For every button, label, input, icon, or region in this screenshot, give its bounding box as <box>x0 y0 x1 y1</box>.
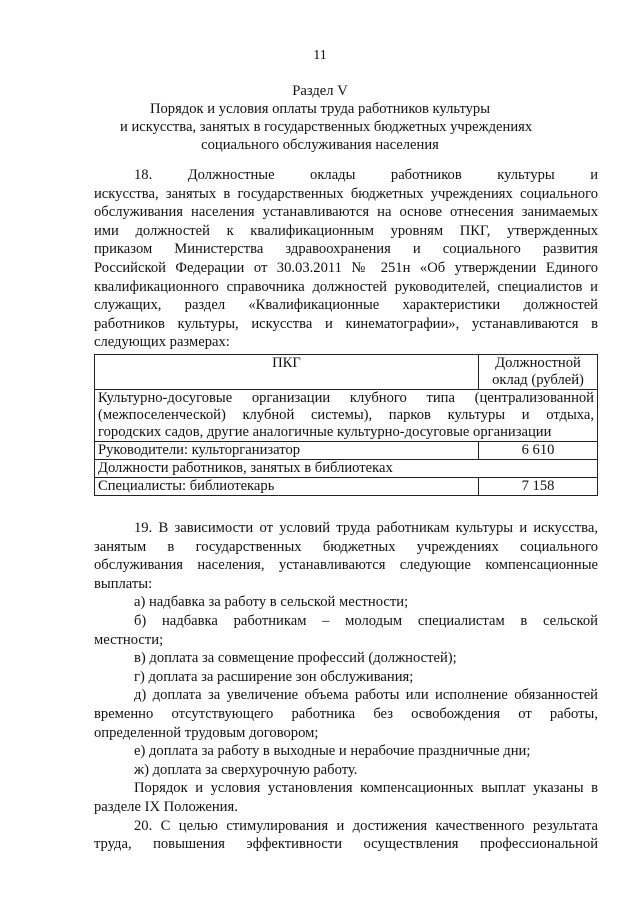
salary-table <box>94 354 598 496</box>
list-item-zh: ж) доплата за сверхурочную работу. <box>134 761 358 778</box>
paragraph-18-line: обслуживания населения устанавливаются на основе отнесения занимаемых <box>94 204 598 221</box>
table-header-salary: Должностной оклад (рублей) <box>479 355 598 390</box>
list-item-g: г) доплата за расширение зон обслуживания; <box>134 668 414 685</box>
paragraph-19 <box>94 519 598 854</box>
list-item-b-cont: местности; <box>94 631 164 648</box>
table-row <box>95 478 598 496</box>
order-paragraph-cont: разделе IX Положения. <box>94 798 238 815</box>
list-item-d-cont: временно отсутствующего работника без освобождения от работы, <box>94 705 598 722</box>
list-item-e: е) доплата за работу в выходные и нерабочие праздничные дни; <box>134 743 531 760</box>
table-cell-position: Специалисты: библиотекарь <box>95 478 479 496</box>
order-paragraph: Порядок и условия установления компенсационных выплат указаны в <box>134 780 598 797</box>
table-header-pkg: ПКГ <box>95 355 479 390</box>
table-header-row <box>95 355 598 390</box>
paragraph-18-line: служащих, раздел «Квалификационные характеристики должностей <box>94 297 598 314</box>
paragraph-18-line: искусства, занятых в государственных бюджетных учреждениях социального <box>94 185 598 202</box>
paragraph-19-line: выплаты: <box>94 575 153 592</box>
table-group-culture: Культурно-досуговые организации клубного типа (централизованной (межпоселенческой) клубной системы), парков культуры и отдыха, городских садов, другие аналогичные культурно-досуговые организации <box>95 390 598 442</box>
table-cell-position: Руководители: культорганизатор <box>95 442 479 460</box>
paragraph-19-line: обслуживания населения, устанавливаются следующие компенсационные <box>94 557 598 574</box>
section-subtitle-line-2: и искусства, занятых в государственных бюджетных учреждениях <box>120 119 533 135</box>
table-row <box>95 442 598 460</box>
list-item-d: д) доплата за увеличение объема работы или исполнение обязанностей <box>134 687 598 704</box>
paragraph-18-line: 18. Должностные оклады работников культуры и <box>134 167 598 183</box>
list-item-v: в) доплата за совмещение профессий (должностей); <box>134 650 457 667</box>
list-item-d-cont: определенной трудовым договором; <box>94 724 319 741</box>
table-group-library: Должности работников, занятых в библиотеках <box>95 460 598 478</box>
paragraph-18-line: ими должностей к квалификационным уровням ПКГ, утвержденных <box>94 222 598 239</box>
paragraph-18-line: приказом Министерства здравоохранения и социального развития <box>94 241 598 258</box>
page-number: 11 <box>313 48 327 63</box>
paragraph-18-line: квалификационного справочника должностей руководителей, специалистов и <box>94 278 598 295</box>
list-item-b: б) надбавка работникам – молодым специалистам в сельской <box>134 612 598 629</box>
paragraph-18-line: Российской Федерации от 30.03.2011 № 251н «Об утверждении Единого <box>94 259 598 276</box>
paragraph-18-line: следующих размерах: <box>94 334 230 351</box>
paragraph-18 <box>94 166 598 352</box>
table-cell-salary: 7 158 <box>479 478 598 496</box>
table-cell-salary: 6 610 <box>479 442 598 460</box>
section-subtitle-line-3: социального обслуживания населения <box>201 137 439 153</box>
paragraph-19-line: занятым в государственных бюджетных учреждениях социального <box>94 538 598 555</box>
section-title: Раздел V <box>292 83 348 99</box>
table-group-row <box>95 390 598 442</box>
paragraph-20-cont: труда, повышения эффективности осуществления профессиональной <box>94 836 598 853</box>
section-subtitle-line-1: Порядок и условия оплаты труда работников культуры <box>149 101 491 117</box>
table-group-row <box>95 460 598 478</box>
paragraph-20: 20. С целью стимулирования и достижения качественного результата <box>134 817 598 834</box>
paragraph-18-line: работников культуры, искусства и кинематографии», устанавливаются в <box>94 315 598 332</box>
paragraph-19-line: 19. В зависимости от условий труда работникам культуры и искусства, <box>134 520 598 536</box>
list-item-a: а) надбавка за работу в сельской местности; <box>134 594 409 611</box>
